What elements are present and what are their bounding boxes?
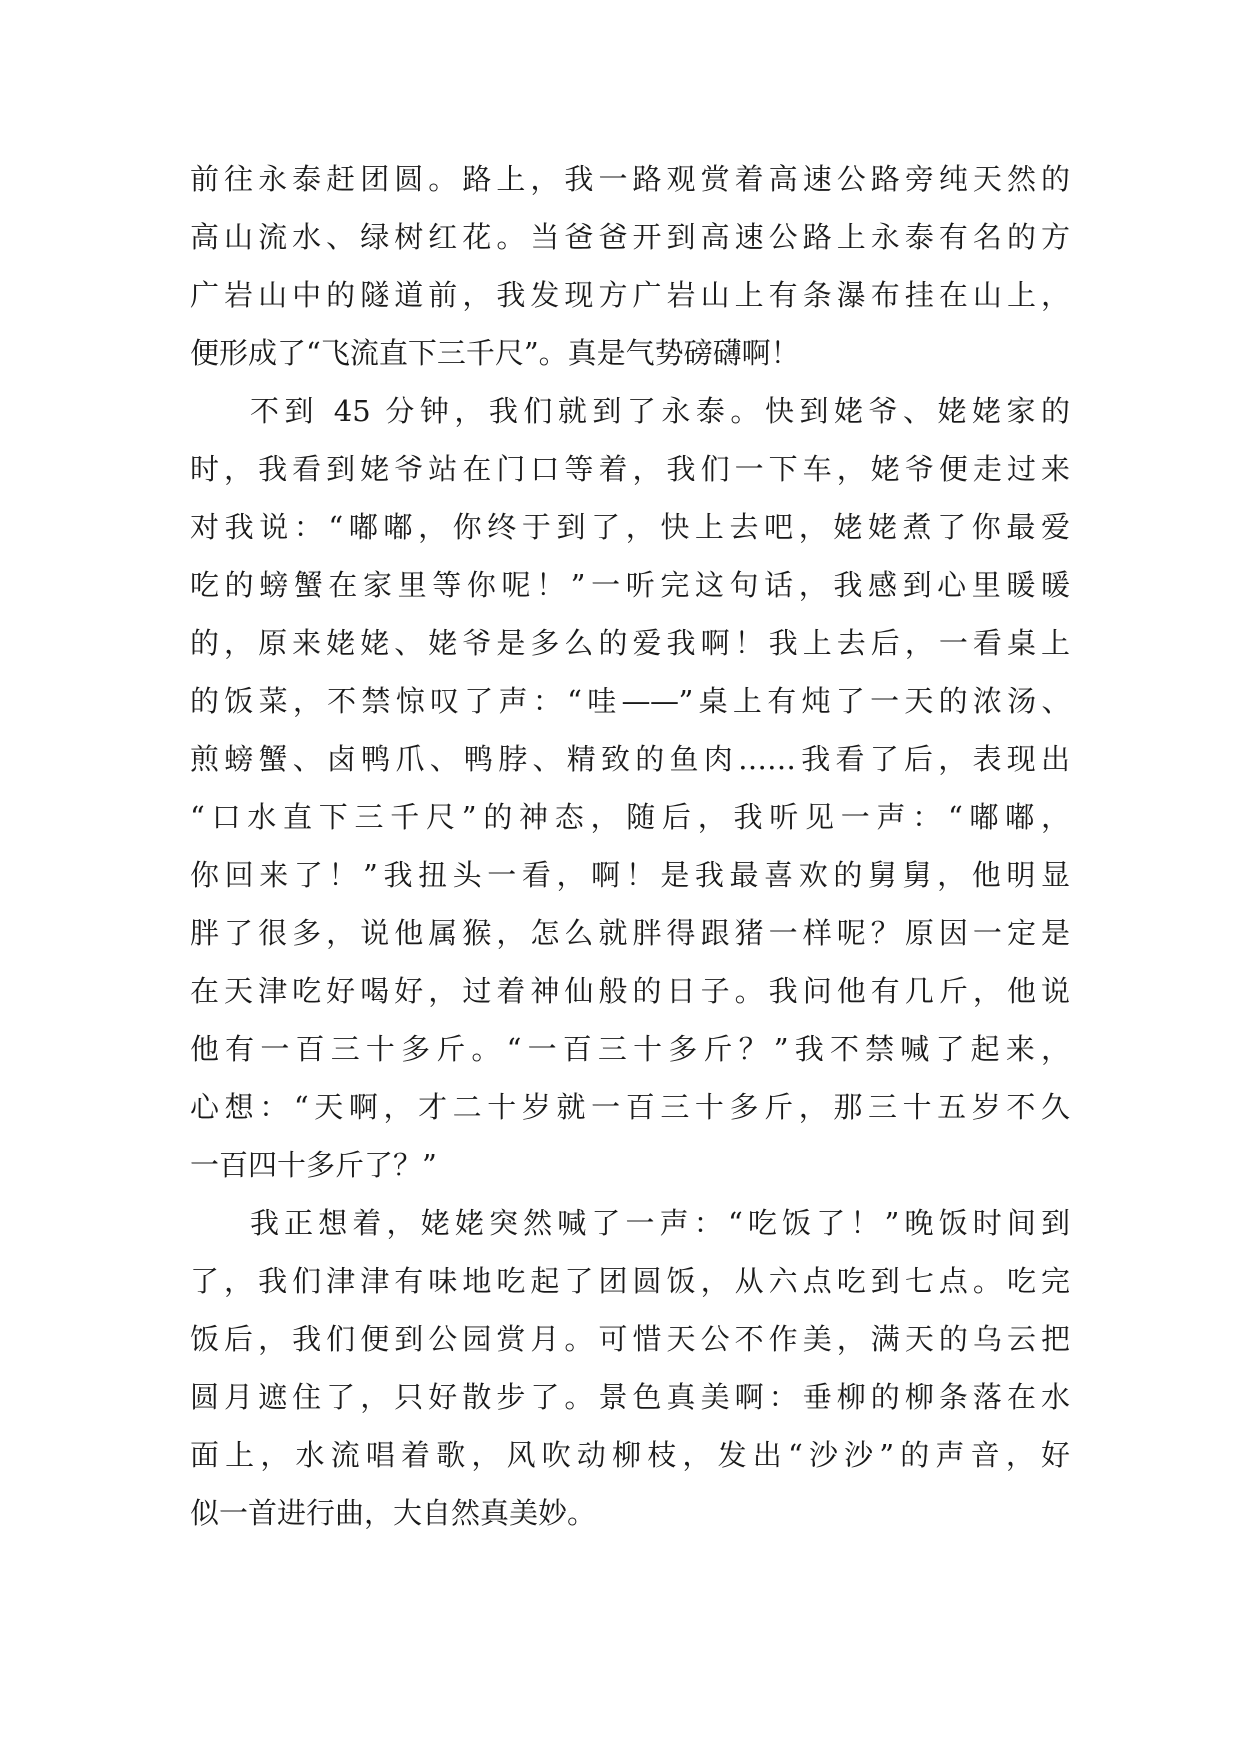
text-line: 似一首进行曲，大自然真美妙。 [190,1496,597,1530]
text-line: 的饭菜，不禁惊叹了声：“哇——”桌上有炖了一天的浓汤、 [190,684,1070,718]
text-line: “口水直下三千尺”的神态，随后，我听见一声：“嘟嘟， [190,800,1070,834]
text-line: 了，我们津津有味地吃起了团圆饭，从六点吃到七点。吃完 [190,1264,1070,1298]
text-line: 面上，水流唱着歌，风吹动柳枝，发出“沙沙”的声音，好 [190,1438,1070,1472]
text-line: 我正想着，姥姥突然喊了一声：“吃饭了！”晚饭时间到 [250,1206,1070,1240]
text-line: 饭后，我们便到公园赏月。可惜天公不作美，满天的乌云把 [190,1322,1070,1356]
text-line: 前往永泰赶团圆。路上，我一路观赏着高速公路旁纯天然的 [190,162,1070,196]
text-line: 他有一百三十多斤。“一百三十多斤？”我不禁喊了起来， [190,1032,1070,1066]
text-line: 煎螃蟹、卤鸭爪、鸭脖、精致的鱼肉……我看了后，表现出 [190,742,1070,776]
text-line: 便形成了“飞流直下三千尺”。真是气势磅礴啊！ [190,336,800,370]
text-line: 的，原来姥姥、姥爷是多么的爱我啊！我上去后，一看桌上 [190,626,1070,660]
text-line: 高山流水、绿树红花。当爸爸开到高速公路上永泰有名的方 [190,220,1070,254]
text-line: 时，我看到姥爷站在门口等着，我们一下车，姥爷便走过来 [190,452,1070,486]
text-line: 一百四十多斤了？” [190,1148,437,1182]
text-line: 在天津吃好喝好，过着神仙般的日子。我问他有几斤，他说 [190,974,1070,1008]
document-body [190,150,1070,1542]
text-line: 吃的螃蟹在家里等你呢！”一听完这句话，我感到心里暖暖 [190,568,1070,602]
text-line: 对我说：“嘟嘟，你终于到了，快上去吧，姥姥煮了你最爱 [190,510,1070,544]
text-line: 不到 45 分钟，我们就到了永泰。快到姥爷、姥姥家的 [250,394,1070,428]
text-line: 广岩山中的隧道前，我发现方广岩山上有条瀑布挂在山上， [190,278,1070,312]
text-line: 你回来了！”我扭头一看，啊！是我最喜欢的舅舅，他明显 [190,858,1070,892]
text-line: 胖了很多，说他属猴，怎么就胖得跟猪一样呢？原因一定是 [190,916,1070,950]
text-line: 心想：“天啊，才二十岁就一百三十多斤，那三十五岁不久 [190,1090,1070,1124]
text-line: 圆月遮住了，只好散步了。景色真美啊：垂柳的柳条落在水 [190,1380,1070,1414]
